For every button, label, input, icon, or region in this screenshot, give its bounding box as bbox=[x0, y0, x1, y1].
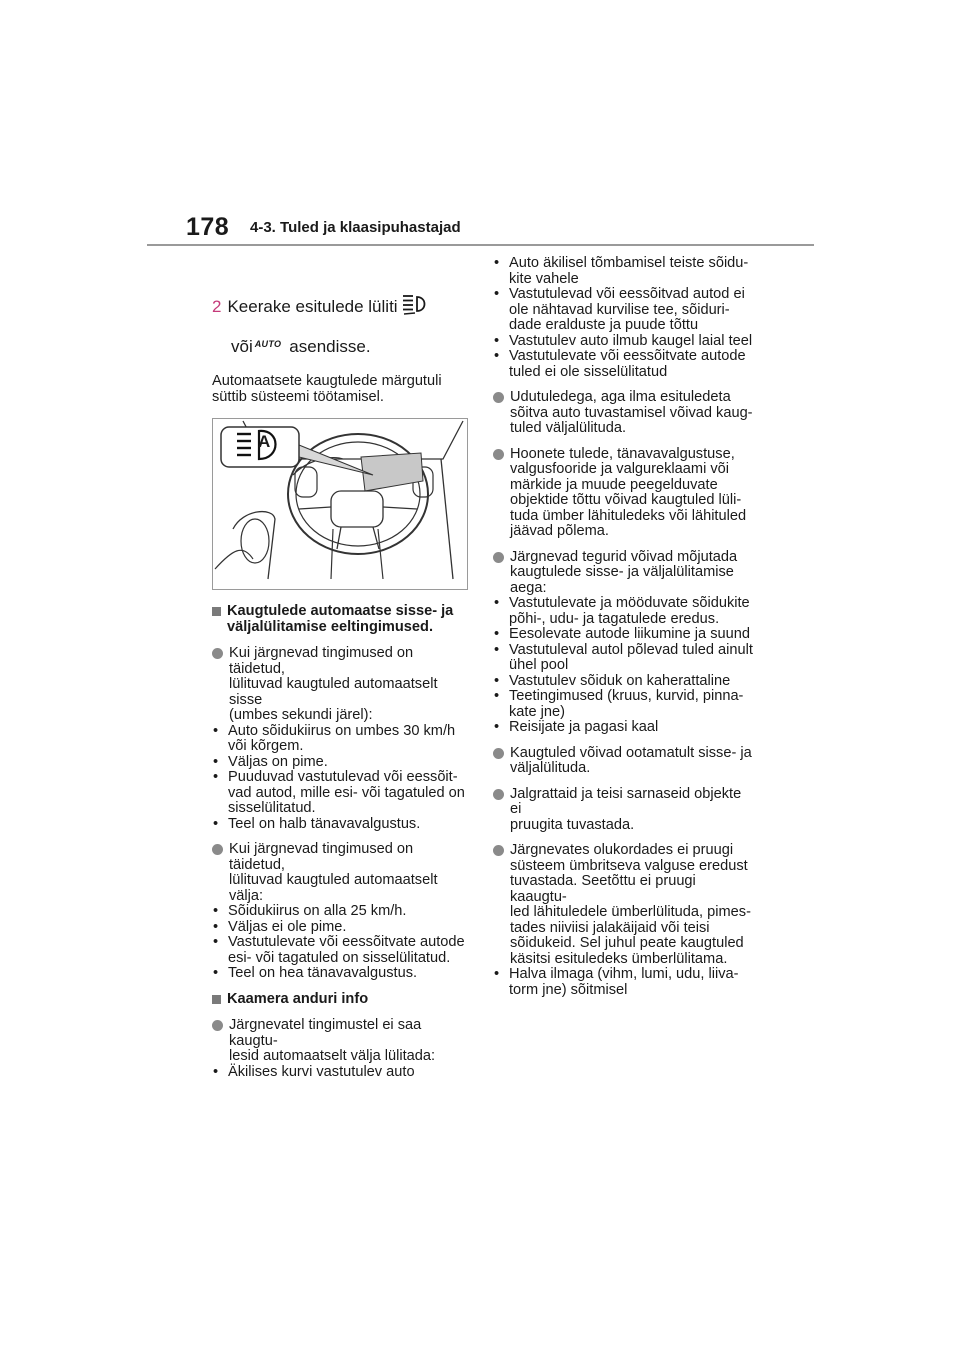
list-item: • Vastutuleval autol põlevad tuled ainult ühel pool bbox=[493, 643, 755, 674]
step-text: Keerake esitulede lüliti bbox=[227, 296, 398, 316]
list-item: • Vastutulevate või eessõitvate autode tuled ei ole sisselülitatud bbox=[493, 349, 755, 380]
ambient-light-note bbox=[493, 843, 755, 998]
circle-bullet-icon bbox=[212, 648, 223, 659]
note-text: Jalgrattaid ja teisi sarnaseid objekte ei pruugita tuvastada. bbox=[510, 785, 742, 833]
reflections-note bbox=[493, 447, 755, 540]
step-number: 2 bbox=[212, 296, 222, 316]
circle-bullet-icon bbox=[212, 1020, 223, 1031]
list-item: • Reisijate ja pagasi kaal bbox=[493, 720, 755, 736]
circle-bullet-icon bbox=[493, 449, 504, 460]
unexpected-switch-note bbox=[493, 746, 755, 777]
square-bullet-icon bbox=[212, 607, 221, 616]
fog-lights-note bbox=[493, 390, 755, 437]
bullet-list bbox=[493, 256, 755, 380]
heading-auto-switch-conditions bbox=[212, 604, 470, 635]
bullet-list bbox=[212, 724, 470, 833]
circle-bullet-icon bbox=[212, 844, 223, 855]
list-item: • Teel on hea tänavavalgustus. bbox=[212, 966, 470, 982]
left-column bbox=[212, 293, 470, 1090]
note-text: Järgnevad tegurid võivad mõjutada kaugtulede sisse- ja väljalülitamise aega: bbox=[510, 548, 738, 596]
list-item: • Sõidukiirus on alla 25 km/h. bbox=[212, 904, 470, 920]
bullet-list bbox=[493, 596, 755, 736]
list-item: • Eesolevate autode liikumine ja suund bbox=[493, 627, 755, 643]
heading-camera-sensor-info bbox=[212, 992, 470, 1008]
condition-text: Kui järgnevad tingimused on täidetud, lülituvad kaugtuled automaatselt sisse (umbes sekundi järel): bbox=[229, 645, 438, 723]
condition-text: Järgnevatel tingimustel ei saa kaugtu- lesid automaatselt välja lülitada: bbox=[229, 1017, 436, 1064]
bullet-list bbox=[212, 1065, 470, 1081]
list-item: • Vastutulev auto ilmub kaugel laial teel bbox=[493, 334, 755, 350]
section-title: 4-3. Tuled ja klaasipuhastajad bbox=[250, 219, 461, 236]
auto-high-beam-icon bbox=[400, 293, 430, 320]
circle-bullet-icon bbox=[493, 845, 504, 856]
note-text: Hoonete tulede, tänavavalgustuse, valgusfooride ja valgureklaami või märkide ja muude peegelduvate objektide tõttu võivad kaugtuled lüli- tuda ümber lähituledeks või lähituled jäävad põlema. bbox=[510, 445, 747, 539]
bicycles-note bbox=[493, 787, 755, 834]
list-item: • Teetingimused (kruus, kurvid, pinna- kate jne) bbox=[493, 689, 755, 720]
list-item: • Auto sõidukiirus on umbes 30 km/h või kõrgem. bbox=[212, 724, 470, 755]
list-item: • Vastutulevate ja mööduvate sõidukite põhi-, udu- ja tagatulede eredus. bbox=[493, 596, 755, 627]
intro-text: Automaatsete kaugtulede märgutuli süttib süsteemi töötamisel. bbox=[212, 373, 442, 405]
list-item: • Väljas ei ole pime. bbox=[212, 920, 470, 936]
list-item: • Teel on halb tänavavalgustus. bbox=[212, 817, 470, 833]
header-divider bbox=[147, 244, 814, 246]
square-bullet-icon bbox=[212, 995, 221, 1004]
list-item: • Vastutulev sõiduk on kaherattaline bbox=[493, 674, 755, 690]
note-text: Kaugtuled võivad ootamatult sisse- ja väljalülituda. bbox=[510, 744, 752, 776]
dashboard-illustration bbox=[212, 418, 468, 590]
circle-bullet-icon bbox=[493, 392, 504, 403]
condition-on bbox=[212, 646, 470, 832]
note-text: Udutuledega, aga ilma esituledeta sõitva auto tuvastamisel võivad kaug- tuled väljalülituda. bbox=[510, 389, 753, 436]
steering-wheel-figure bbox=[213, 419, 467, 589]
indicator-letter: A bbox=[258, 432, 271, 451]
list-item: • Halva ilmaga (vihm, lumi, udu, liiva- torm jne) sõitmisel bbox=[493, 967, 755, 998]
circle-bullet-icon bbox=[493, 552, 504, 563]
list-item: • Puuduvad vastutulevad või eessõit- vad autod, mille esi- või tagatuled on sisselülitatud. bbox=[212, 770, 470, 817]
timing-factors-note bbox=[493, 550, 755, 736]
camera-condition bbox=[212, 1018, 470, 1080]
heading-text: Kaamera anduri info bbox=[227, 990, 369, 1007]
list-item: • Väljas on pime. bbox=[212, 755, 470, 771]
list-item: • Vastutulevad või eessõitvad autod ei ole nähtavad kurvilise tee, sõiduri- dade eralduste ja puude tõttu bbox=[493, 287, 755, 334]
circle-bullet-icon bbox=[493, 748, 504, 759]
page-number: 178 bbox=[186, 213, 230, 241]
condition-off bbox=[212, 842, 470, 982]
list-item: • Vastutulevate või eessõitvate autode esi- või tagatuled on sisselülitatud. bbox=[212, 935, 470, 966]
heading-text: Kaugtulede automaatse sisse- ja väljalülitamise eeltingimused. bbox=[227, 603, 454, 635]
list-item: • Äkilises kurvi vastutulev auto bbox=[212, 1065, 470, 1081]
list-item: • Auto äkilisel tõmbamisel teiste sõidu- kite vahele bbox=[493, 256, 755, 287]
condition-text: Kui järgnevad tingimused on täidetud, lülituvad kaugtuled automaatselt välja: bbox=[229, 841, 438, 904]
circle-bullet-icon bbox=[493, 789, 504, 800]
step-2-continued bbox=[231, 334, 470, 360]
right-column bbox=[493, 256, 755, 1008]
step-text-position: asendisse. bbox=[289, 337, 371, 356]
note-text: Järgnevates olukordades ei pruugi süsteem ümbritseva valguse eredust tuvastada. Seetõttu ei pruugi kaaugtu- led lähituledele ümberlülituda, pimes- tades niiviisi jalakäijaid või teisi sõidukeid. Sel juhul peate kaugtuled käsitsi esituledeks ümberlülitama. bbox=[510, 842, 751, 967]
step-2 bbox=[212, 293, 470, 320]
auto-icon: AUTO bbox=[254, 339, 282, 349]
step-text-or: või bbox=[231, 337, 253, 356]
bullet-list bbox=[212, 904, 470, 982]
bullet-list bbox=[493, 967, 755, 998]
